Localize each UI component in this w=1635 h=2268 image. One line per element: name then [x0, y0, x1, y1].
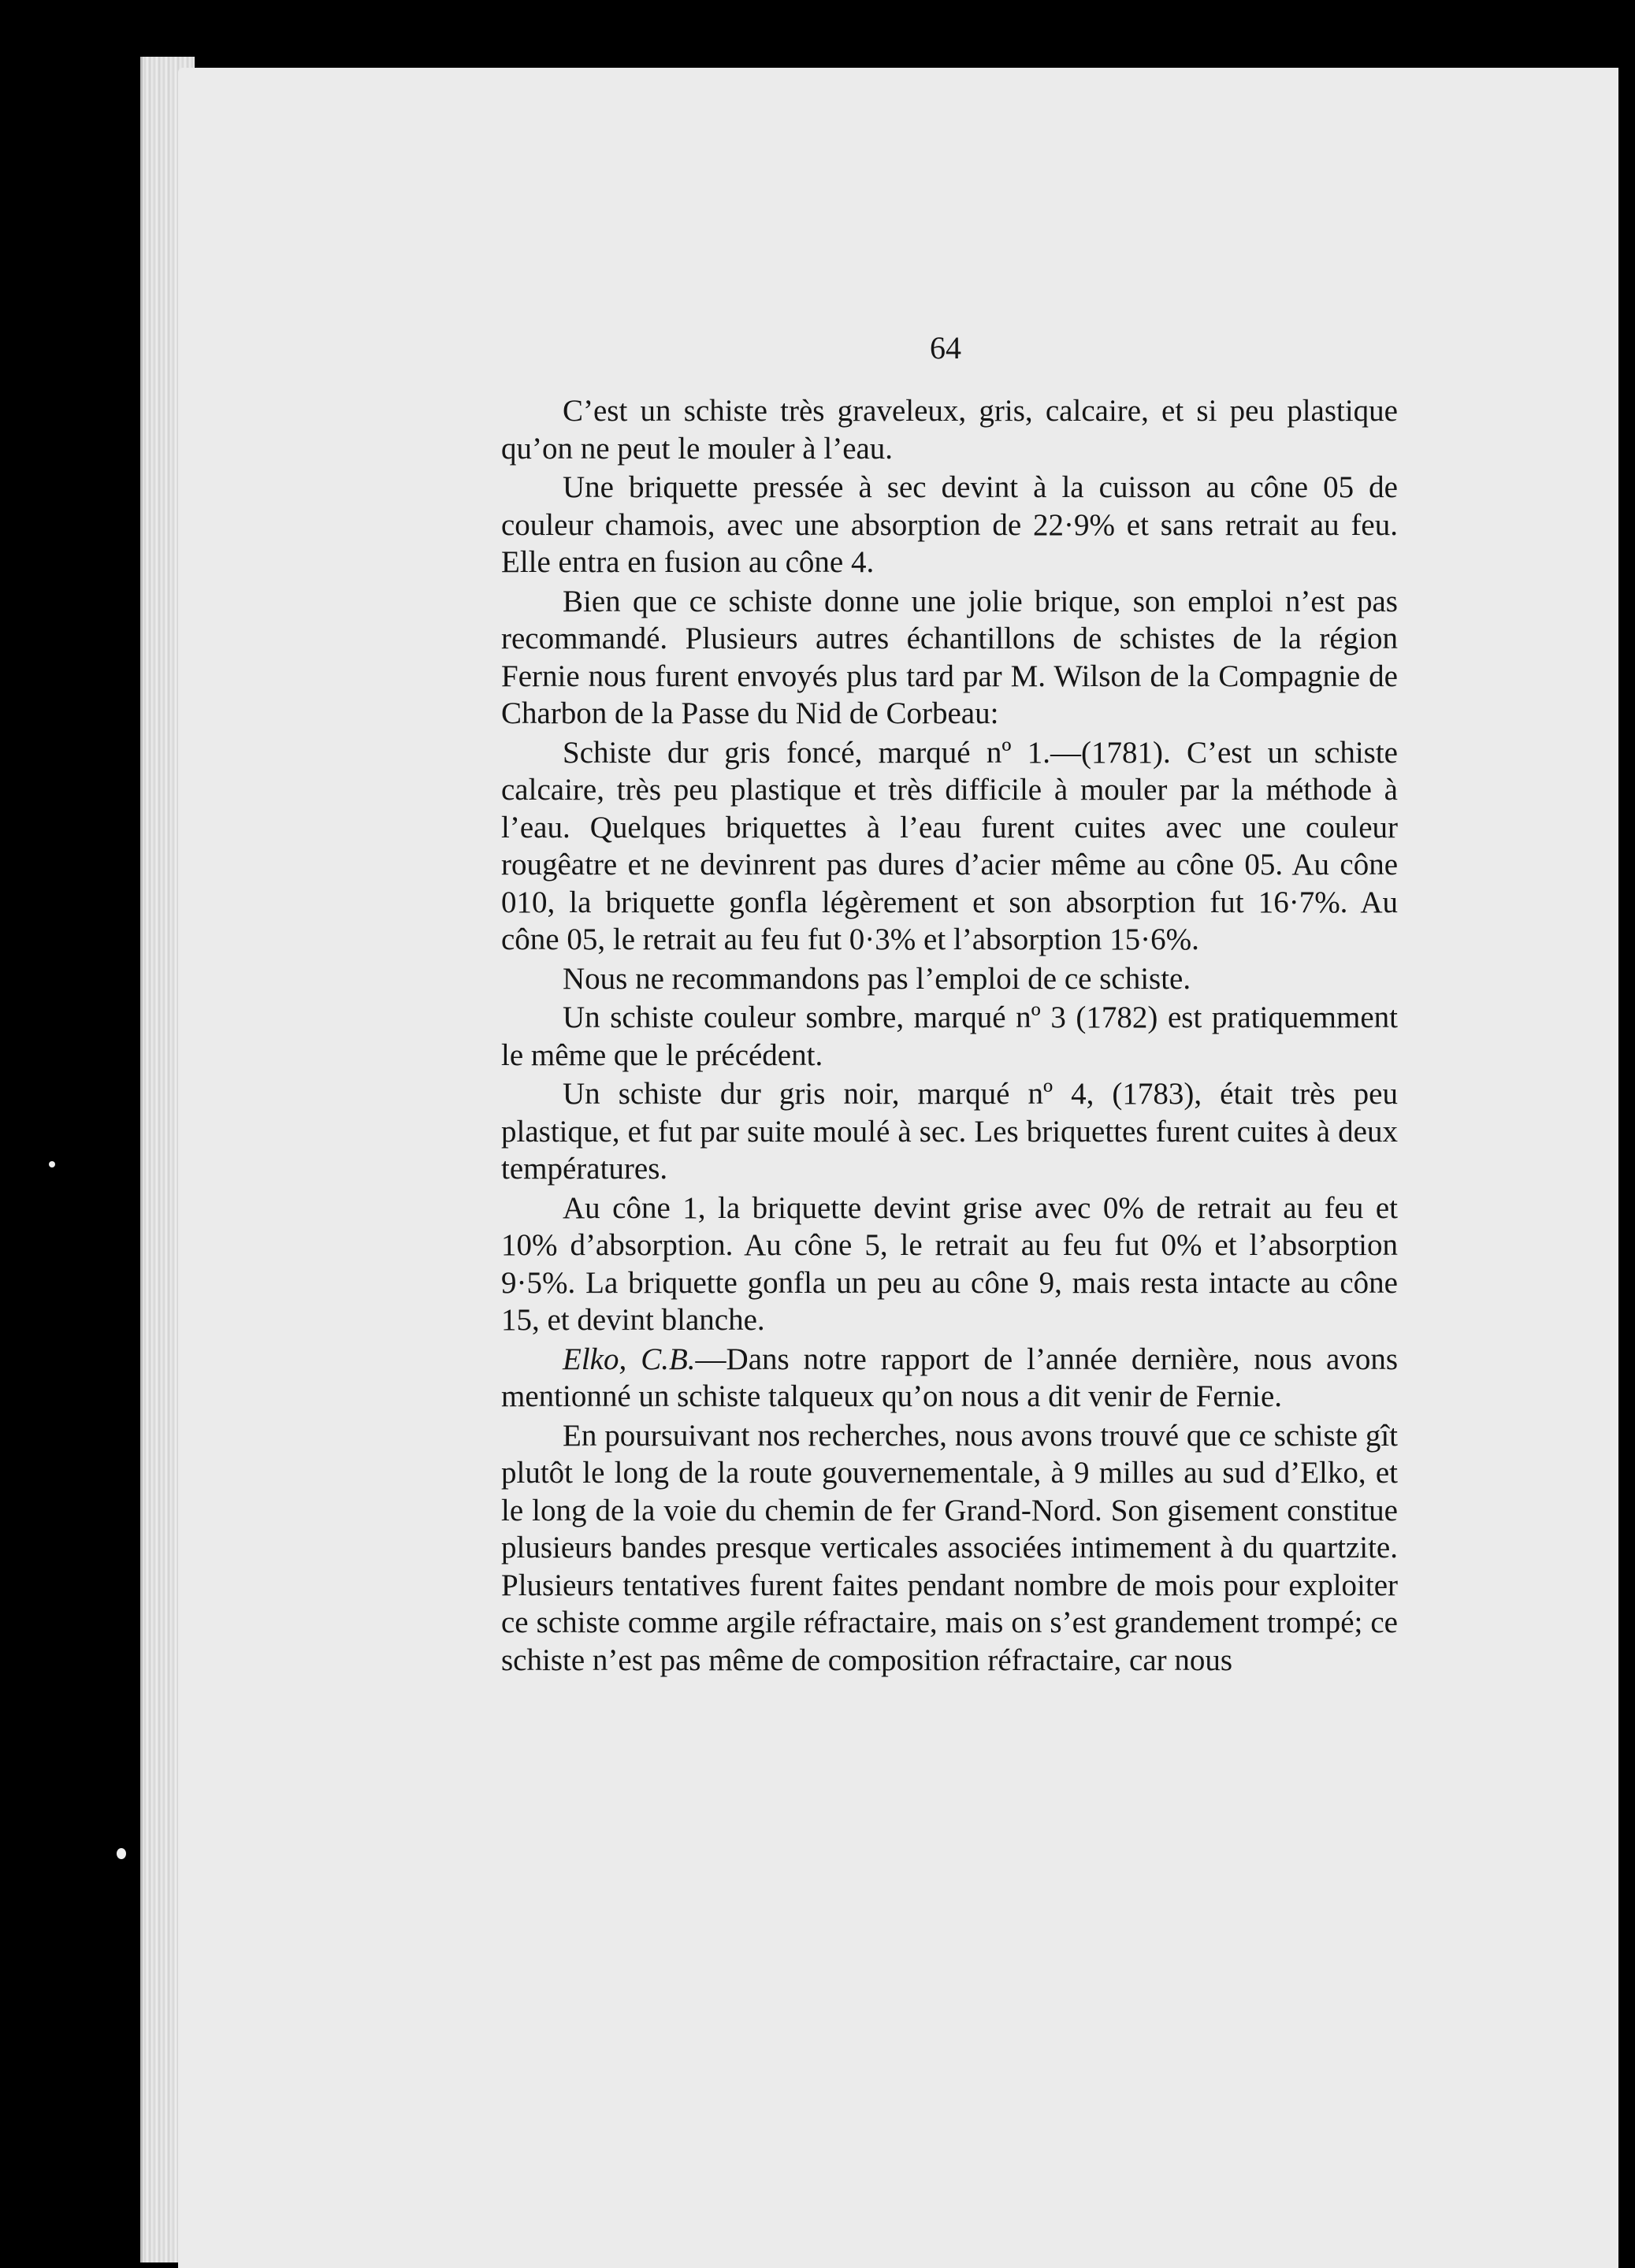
body-text: [501, 392, 1398, 1680]
paragraph: En poursuivant nos recherches, nous avons trouvé que ce schiste gît plutôt le long de la route gouvernementale, à 9 milles au sud d’Elko, et le long de la voie du chemin de fer Grand-Nord. Son gisement constitue plusieurs bandes presque verticales associées intimement à du quartzite. Plusieurs tentatives furent faites pendant nombre de mois pour exploiter ce schiste comme argile réfractaire, mais on s’est grandement trompé; ce schiste n’est pas même de composition réfractaire, car nous: [501, 1418, 1398, 1677]
page-number: 64: [930, 330, 961, 366]
scan-speck: [117, 1848, 126, 1859]
paragraph: C’est un schiste très graveleux, gris, calcaire, et si peu plastique qu’on ne peut le mouler à l’eau.: [501, 394, 1398, 466]
paragraph: Nous ne recommandons pas l’emploi de ce schiste.: [563, 961, 1191, 996]
paragraph: Au cône 1, la briquette devint grise avec 0% de retrait au feu et 10% d’absorption. Au cône 5, le retrait au feu fut 0% et l’absorption 9·5%. La briquette gonfla un peu au cône 9, mais resta intacte au cône 15, et devint blanche.: [501, 1190, 1398, 1337]
paragraph: Bien que ce schiste donne une jolie brique, son emploi n’est pas recommandé. Plusieurs autres échantillons de schistes de la région Fernie nous furent envoyés plus tard par M. Wilson de la Compagnie de Charbon de la Passe du Nid de Corbeau:: [501, 584, 1398, 730]
paragraph: Schiste dur gris foncé, marqué nº 1.—(1781). C’est un schiste calcaire, très peu plastique et très difficile à mouler par la méthode à l’eau. Quelques briquettes à l’eau furent cuites avec une couleur rougêatre et ne devinrent pas dures d’acier même au cône 05. Au cône 010, la briquette gonfla légèrement et son absorption fut 16·7%. Au cône 05, le retrait au feu fut 0·3% et l’absorption 15·6%.: [501, 735, 1398, 956]
paragraph: Une briquette pressée à sec devint à la cuisson au cône 05 de couleur chamois, avec une absorption de 22·9% et sans retrait au feu. Elle entra en fusion au cône 4.: [501, 470, 1398, 579]
paragraph-text: —Dans notre rapport de l’année dernière, nous avons mentionné un schiste talqueux qu’on nous a dit venir de Fernie.: [501, 1342, 1398, 1413]
paragraph: Un schiste dur gris noir, marqué nº 4, (1783), était très peu plastique, et fut par suite moulé à sec. Les briquettes furent cuites à deux températures.: [501, 1077, 1398, 1186]
paragraph: Un schiste couleur sombre, marqué nº 3 (1782) est pratiquemment le même que le précédent.: [501, 1000, 1398, 1072]
place-heading: Elko, C.B.: [563, 1342, 696, 1376]
scan-speck: [49, 1161, 55, 1167]
paragraph: [501, 1341, 1398, 1416]
